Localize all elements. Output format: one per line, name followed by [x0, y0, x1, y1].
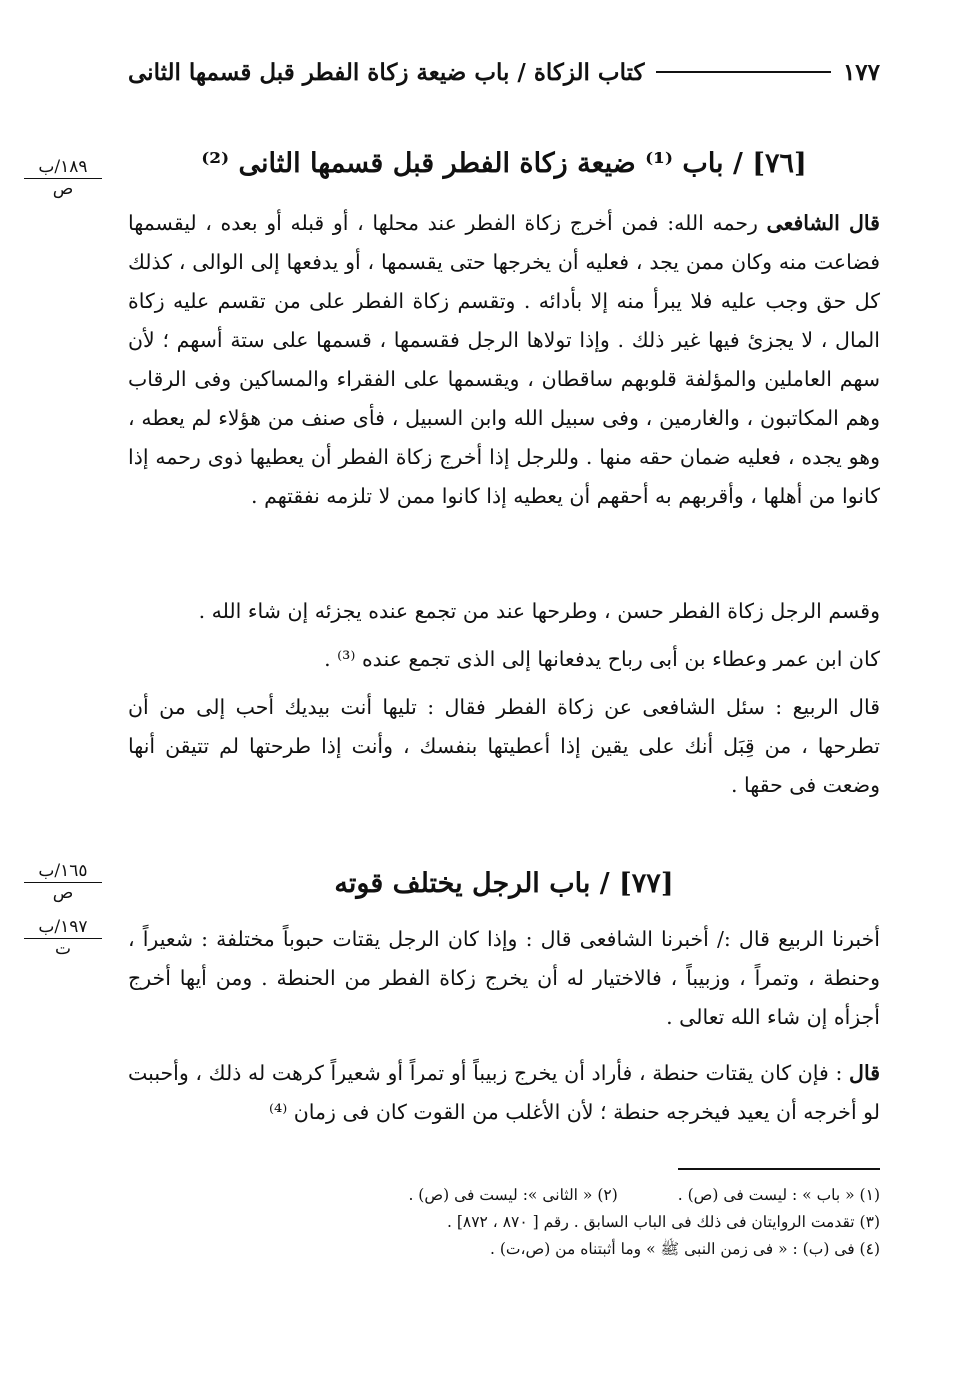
section-77-paragraph-2	[128, 1054, 880, 1132]
running-title: كتاب الزكاة / باب ضيعة زكاة الفطر قبل قسمها الثانى	[128, 58, 645, 86]
footnote-3: (٣) تقدمت الروايتان فى ذلك فى الباب السابق . رقم [ ٨٧٠ ، ٨٧٢] .	[446, 1213, 880, 1231]
running-header	[128, 52, 880, 92]
margin-note-first	[24, 158, 102, 198]
section-76-title: [٧٦] / باب ⁽¹⁾ ضيعة زكاة الفطر قبل قسمها الثانى ⁽²⁾	[201, 148, 807, 179]
section-77-title: [٧٧] / باب الرجل يختلف قوته	[334, 868, 674, 899]
section-76-paragraph-1	[128, 204, 880, 516]
paragraph-text: رحمه الله: فمن أخرج زكاة الفطر عند محلها ، أو قبله أو بعده ، ليقسمها فضاعت منه وكان ممن يجد ، فعليه أن يخرجها حتى يقسمها ، أو يدفعها إلى الوالى ، كذلك كل حق وجب عليه فلا يبرأ منه إلا بأدائه . وتقسم زكاة الفطر على من تقسم عليه زكاة المال ، لا يجزئ فيها غير ذلك . وإذا تولاها الرجل فقسمها ، قسمها على ستة أسهم ؛ لأن سهم العاملين والمؤلفة قلوبهم ساقطان ، ويقسمها على الفقراء والمساكين وفى الرقاب وهم المكاتبون ، والغارمين ، وفى سبيل الله وابن السبيل ، فأى صنف من هؤلاء لم يعطه ، وهو يجده ، فعليه ضمان حقه منها . وللرجل إذا أخرج زكاة الفطر أن يعطيها ذوى رحمه إذا كانوا من أهلها ، وأقربهم به أحقهم أن يعطيه إذا كانوا ممن لا تلزمه نفقتهم .	[128, 211, 880, 508]
margin-note-folio: ١٩٧/ب	[24, 918, 102, 939]
footnote-row	[128, 1182, 880, 1209]
speaker-label: قال	[849, 1061, 880, 1085]
margin-note-third	[24, 918, 102, 958]
margin-note-folio: ١٨٩/ب	[24, 158, 102, 179]
footnote-1: (١) « باب » : ليست فى (ص) .	[677, 1186, 880, 1204]
margin-note-second	[24, 862, 102, 902]
section-76-paragraph-2: وقسم الرجل زكاة الفطر حسن ، وطرحها عند من تجمع عنده يجزئه إن شاء الله .	[198, 599, 880, 623]
section-76-paragraph-4: قال الربيع : سئل الشافعى عن زكاة الفطر فقال : تليها أنت بيديك أحب إلى من أن تطرحها ، من قِبَل أنك على يقين إذا أعطيتها بنفسك ، وأنت إذا طرحتها لم تتيقن أنها وضعت فى حقها .	[128, 695, 880, 797]
footnote-separator	[678, 1168, 880, 1170]
footnote-4: (٤) فى (ب) : « فى زمن النبى ﷺ » وما أثبتناه من (ص،ت) .	[489, 1240, 880, 1258]
footnote-2: (٢) « الثانى »: ليست فى (ص) .	[408, 1186, 618, 1204]
margin-note-siglum: ص	[52, 883, 74, 903]
margin-note-folio: ١٦٥/ب	[24, 862, 102, 883]
margin-note-siglum: ت	[54, 939, 71, 959]
speaker-label: قال الشافعى	[766, 211, 880, 235]
footnotes	[128, 1182, 880, 1263]
page-number: ١٧٧	[842, 58, 880, 86]
section-76-paragraph-3: كان ابن عمر وعطاء بن أبى رباح يدفعانها إلى الذى تجمع عنده ⁽³⁾ .	[324, 647, 880, 671]
margin-note-siglum: ص	[52, 179, 74, 199]
paragraph-text: : فإن كان يقتات حنطة ، فأراد أن يخرج زبيباً أو تمراً أو شعيراً كرهت له ذلك ، وأحببت لو أخرجه أن يعيد فيخرجه حنطة ؛ لأن الأغلب من القوت كان فى زمان ⁽⁴⁾	[128, 1061, 880, 1124]
section-77-paragraph-1: أخبرنا الربيع قال :/ أخبرنا الشافعى قال : وإذا كان الرجل يقتات حبوباً مختلفة : شعيراً ، وحنطة ، وتمراً ، وزبيباً ، فالاختيار له أن يخرج زكاة الفطر من الحنطة . ومن أيها أخرج أجزأه إن شاء الله تعالى .	[128, 927, 880, 1029]
header-rule	[656, 71, 830, 73]
